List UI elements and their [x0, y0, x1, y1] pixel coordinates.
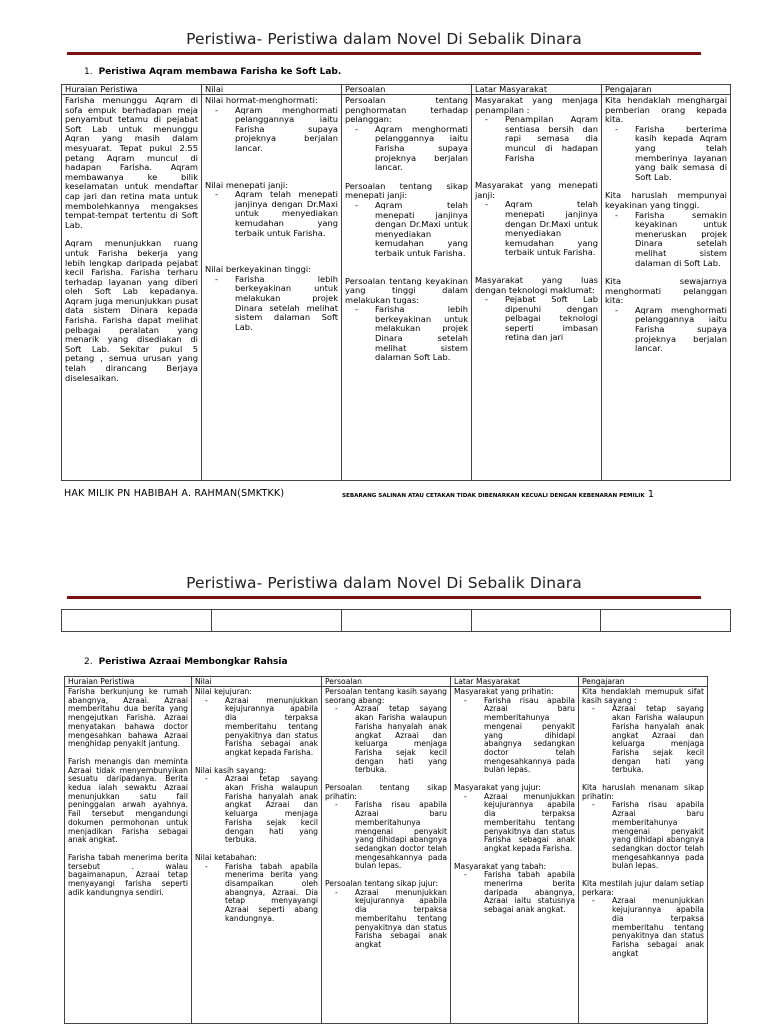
page-number: 1	[647, 489, 655, 500]
nilai-point: - Aqram menghormati pelanggannya iaitu Farisha supaya projeknya berjalan lancar.	[205, 106, 338, 154]
header-pengajaran: Pengajaran	[579, 677, 708, 687]
persoalan-point: - Azraai tetap sayang akan Farisha walaupun Farisha hanyalah anak angkat Azraai dan keluarga menjaga Farisha sejak kecil dengan hati yang terbuka.	[325, 705, 447, 775]
nilai-point: - Aqram telah menepati janjinya dengan Dr.Maxi untuk menyediakan kemudahan yang terbaik untuk Farisha.	[205, 190, 338, 238]
title-rule	[67, 52, 701, 55]
persoalan-label: Persoalan tentang keyakinan yang tinggi dalam melakukan tugas:	[345, 275, 468, 305]
latar-label: Masyarakat yang prihatin:	[454, 687, 554, 696]
latar-label: Masyarakat yang menjaga penampilan :	[475, 95, 598, 115]
persoalan-label: Persoalan tentang penghormatan terhadap pelanggan:	[345, 95, 468, 125]
latar-point: - Aqram telah menepati janjinya dengan Dr.Maxi untuk menyediakan kemudahan yang terbaik untuk Farisha.	[475, 200, 598, 258]
pengajaran-point: - Azraai menunjukkan kejujurannya apabila dia terpaksa memberitahu tentang penyakitnya dan status Farisha sebagai anak angkat	[582, 897, 704, 958]
huraian-paragraph: Farisha tabah menerima berita tersebut . walau bagaimanapun, Azraai tetap menyayangi farisha seperti adik kandungnya sendiri.	[68, 852, 188, 897]
section-title: Peristiwa Azraai Membongkar Rahsia	[98, 657, 288, 667]
pengajaran-label: Kita haruslah mempunyai keyakinan yang tinggi.	[605, 190, 727, 210]
latar-point: - Farisha tabah apabila menerima berita daripada abangnya, Azraai iaitu statusnya sebagai anak angkat.	[454, 871, 575, 915]
header-nilai: Nilai	[202, 85, 342, 95]
pengajaran-point: - Farisha risau apabila Azraai baru memberitahunya mengenai penyakit yang dihidapi abangnya sedangkan doctor telah mengesahkannya pada bulan lepas.	[582, 801, 704, 871]
huraian-paragraph: Aqram menunjukkan ruang untuk Farisha bekerja yang lebih lengkap daripada pejabat kecil Farisha. Farisha terharu terhadap layanan yang diberi oleh Soft Lab kepadanya. Aqram juga menunjukkan pusat data sistem Dinara kepada Farisha. Farisha dapat melihat pelbagai peralatan yang menarik yang disediakan di Soft Lab. Sekitar pukul 5 petang , semua urusan yang telah dirancang Berjaya diselesaikan.	[65, 238, 198, 383]
page-title: Peristiwa- Peristiwa dalam Novel Di Sebalik Dinara	[186, 574, 582, 592]
persoalan-point: - Aqram menghormati pelanggannya iaitu Farisha supaya projeknya berjalan lancar.	[345, 125, 468, 173]
table-row	[62, 610, 731, 632]
header-persoalan: Persoalan	[342, 85, 472, 95]
pengajaran-label: Kita haruslah menanam sikap prihatin:	[582, 783, 704, 801]
table-row	[62, 95, 731, 481]
persoalan-point: - Azraai menunjukkan kejujurannya apabila dia terpaksa memberitahu tentang penyakitnya dan status Farisha sebagai anak angkat	[325, 889, 447, 950]
persoalan-cell	[322, 687, 451, 1024]
title-rule	[67, 596, 701, 599]
huraian-paragraph: Farish menangis dan meminta Azraai tidak menyembunyikan sesuatu daripadanya. Berita kedua ialah sewaktu Azraai menunjukkan satu fail peninggalan arwah ayahnya. Fail tersebut mengandungi dokumen permohonan untuk menjadikan Farisha sebagai anak angkat.	[68, 756, 188, 845]
section-title: Peristiwa Aqram membawa Farisha ke Soft Lab.	[98, 67, 342, 77]
latar-label: Masyarakat yang jujur:	[454, 783, 541, 793]
section-heading	[84, 657, 288, 667]
nilai-cell	[192, 687, 322, 1024]
header-nilai: Nilai	[192, 677, 322, 687]
empty-table-row	[61, 609, 731, 632]
persoalan-point: - Farisha lebih berkeyakinan untuk melakukan projek Dinara setelah melihat sistem dalaman Soft Lab.	[345, 305, 468, 363]
nilai-label: Nilai kasih sayang:	[195, 765, 267, 775]
pengajaran-label: Kita mestilah jujur dalam setiap perkara:	[582, 879, 704, 897]
pengajaran-label: Kita sewajarnya menghormati pelanggan kita:	[605, 276, 727, 306]
header-latar-masyarakat: Latar Masyarakat	[451, 677, 579, 687]
page-title: Peristiwa- Peristiwa dalam Novel Di Sebalik Dinara	[186, 30, 582, 48]
event-table	[61, 84, 731, 481]
header-pengajaran: Pengajaran	[602, 85, 731, 95]
latar-point: - Azraai menunjukkan kejujurannya apabila dia terpaksa memberitahu tentang penyakitnya dan status Farisha sebagai anak angkat kepada Farisha.	[454, 793, 575, 854]
header-huraian: Huraian Peristiwa	[62, 85, 202, 95]
latar-point: - Pejabat Soft Lab dipenuhi dengan pelbagai teknologi seperti imbasan retina dan jari	[475, 295, 598, 343]
event-table	[64, 676, 708, 1024]
huraian-cell	[62, 95, 202, 481]
huraian-cell	[65, 687, 192, 1024]
header-huraian: Huraian Peristiwa	[65, 677, 192, 687]
nilai-label: Nilai hormat-menghormati:	[205, 95, 318, 105]
nilai-label: Nilai menepati janji:	[205, 179, 288, 190]
latar-point: - Penampilan Aqram sentiasa bersih dan rapi semasa dia muncul di hadapan Farisha	[475, 115, 598, 163]
persoalan-label: Persoalan tentang sikap prihatin:	[325, 783, 447, 801]
pengajaran-point: - Azraai tetap sayang akan Farisha walaupun Farisha hanyalah anak angkat Azraai dan keluarga menjaga Farisha sejak kecil dengan hati yang terbuka.	[582, 705, 704, 775]
table-header-row	[62, 85, 731, 95]
nilai-label: Nilai kejujuran:	[195, 687, 252, 696]
footer-notice-text: SEBARANG SALINAN ATAU CETAKAN TIDAK DIBENARKAN KECUALI DENGAN KEBENARAN PEMILIK	[342, 493, 645, 499]
huraian-paragraph: Farisha berkunjung ke rumah abangnya, Azraai. Azraai memberitahu dua berita yang mengejutkan Farisha. Azraai menyatakan bahawa doctor mengesahkan bahawa Azraai menghidap penyakit jantung.	[68, 687, 188, 749]
pengajaran-label: Kita hendaklah memupuk sifat kasih sayang :	[582, 687, 704, 705]
nilai-point: - Farisha lebih berkeyakinan untuk melakukan projek Dinara setelah melihat sistem dalaman Soft Lab.	[205, 275, 338, 333]
huraian-paragraph: Farisha menunggu Aqram di sofa empuk berhadapan meja penyambut tetamu di pejabat Soft Lab untuk menunggu Aqran yang masih dalam mesyuarat. Tepat pukul 2.55 petang Aqram muncul di hadapan Farisha. Aqram membawanya ke bilik keselamatan untuk mendaftar cap jari dan retina mata untuk membolehkannya mengakses tempat-tempat tertentu di Soft Lab.	[65, 95, 198, 230]
section-number: 1.	[84, 67, 93, 77]
header-persoalan: Persoalan	[322, 677, 451, 687]
header-latar-masyarakat: Latar Masyarakat	[472, 85, 602, 95]
pengajaran-cell	[602, 95, 731, 481]
footer-notice	[342, 489, 654, 500]
nilai-label: Nilai ketabahan:	[195, 852, 257, 862]
latar-masyarakat-cell	[451, 687, 579, 1024]
persoalan-point: - Farisha risau apabila Azraai baru memberitahunya mengenai penyakit yang dihidapi abangnya sedangkan doctor telah mengesahkannya pada bulan lepas.	[325, 801, 447, 871]
nilai-label: Nilai berkeyakinan tinggi:	[205, 264, 312, 275]
persoalan-point: - Aqram telah menepati janjinya dengan Dr.Maxi untuk menyediakan kemudahan yang terbaik untuk Farisha.	[345, 201, 468, 259]
pengajaran-point: - Aqram menghormati pelanggannya iaitu Farisha supaya projeknya berjalan lancar.	[605, 306, 727, 354]
pengajaran-point: - Farisha berterima kasih kepada Aqram yang telah memberinya layanan yang baik semasa di Soft Lab.	[605, 125, 727, 183]
latar-label: Masyarakat yang menepati janji:	[475, 180, 598, 200]
pengajaran-cell	[579, 687, 708, 1024]
nilai-point: - Farisha tabah apabila menerima berita yang disampaikan oleh abangnya, Azraai. Dia tetap menyayangi Azraai seperti abang kandungnya.	[195, 863, 318, 924]
nilai-cell	[202, 95, 342, 481]
pengajaran-label: Kita hendaklah menghargai pemberian orang kepada kita.	[605, 95, 727, 125]
section-number: 2.	[84, 657, 93, 667]
latar-label: Masyarakat yang tabah:	[454, 861, 547, 871]
persoalan-label: Persoalan tentang sikap menepati janji:	[345, 180, 468, 201]
pengajaran-point: - Farisha semakin keyakinan untuk meneruskan projek Dinara setelah melihat sistem dalaman di Soft Lab.	[605, 211, 727, 269]
table-row	[65, 687, 708, 1024]
persoalan-label: Persoalan tentang sikap jujur:	[325, 879, 439, 889]
table-header-row	[65, 677, 708, 687]
latar-masyarakat-cell	[472, 95, 602, 481]
nilai-point: - Azraai tetap sayang akan Frisha walaupun Farisha hanyalah anak angkat Azraai dan keluarga menjaga Farisha sejak kecil dengan hati yang terbuka.	[195, 775, 318, 845]
section-heading	[84, 67, 341, 77]
latar-label: Masyarakat yang luas dengan teknologi maklumat:	[475, 274, 598, 295]
persoalan-label: Persoalan tentang kasih sayang seorang abang:	[325, 687, 447, 705]
nilai-point: - Azraai menunjukkan kejujurannya apabila dia terpaksa memberitahu tentang penyakitnya dan status Farisha sebagai anak angkat kepada Farisha.	[195, 697, 318, 758]
persoalan-cell	[342, 95, 472, 481]
footer-copyright: HAK MILIK PN HABIBAH A. RAHMAN(SMKTKK)	[64, 488, 285, 499]
latar-point: - Farisha risau apabila Azraai baru memberitahunya mengenai penyakit yang dihidapi abangnya sedangkan doctor telah mengesahkannya pada bulan lepas.	[454, 697, 575, 775]
